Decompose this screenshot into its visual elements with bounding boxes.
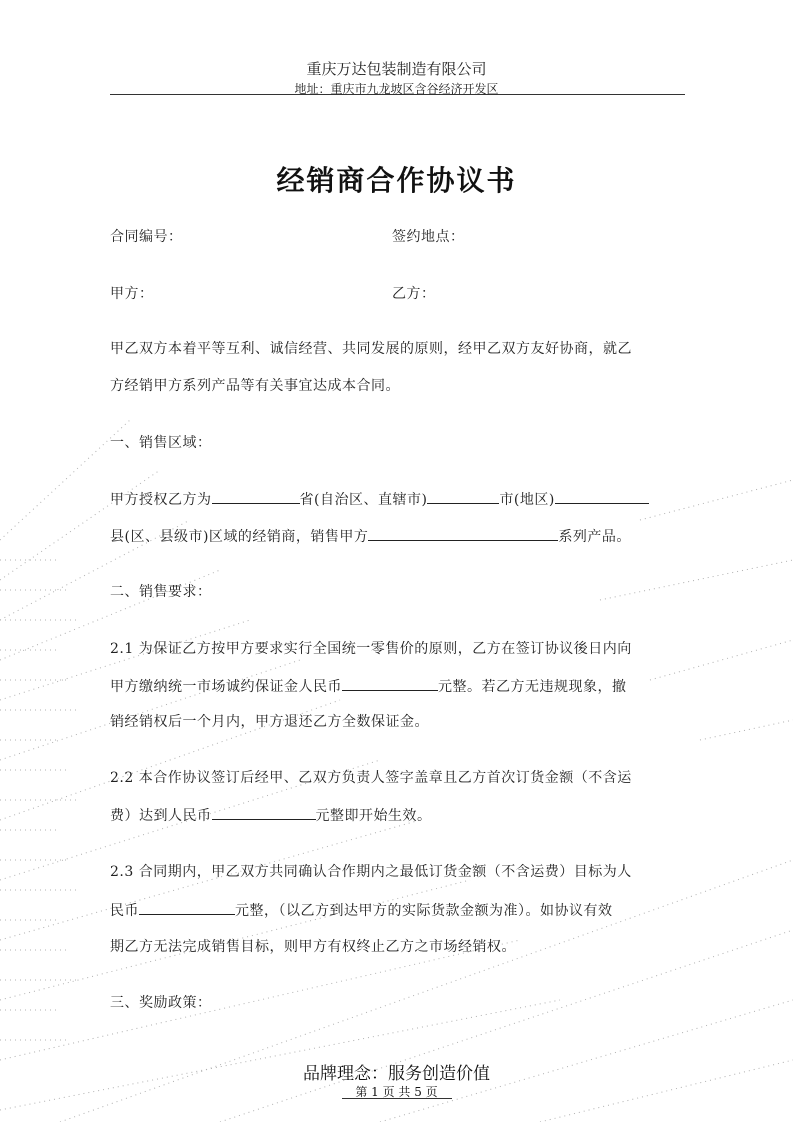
header-divider [110,94,685,95]
section-1-heading: 一、销售区域： [110,435,212,451]
first-order-amount-blank [212,804,316,820]
s1-text-a: 甲方授权乙方为 [110,492,212,508]
product-series-blank [368,525,558,541]
section-1-line-2 [110,525,631,546]
clause-2-1-line-3: 销经销权后一个月内，甲方退还乙方全数保证金。 [110,714,429,730]
company-name: 重庆万达包装制造有限公司 [306,60,487,78]
s1-text-b: 省(自治区、直辖市) [299,492,428,508]
clause-2-3-line-3: 期乙方无法完成销售目标，则甲方有权终止乙方之市场经销权。 [110,939,516,955]
party-b-label: 乙方： [392,286,436,302]
county-blank [555,488,649,504]
contract-number-label: 合同编号： [110,229,183,245]
clause-2-3-line-1: 2.3 合同期内，甲乙双方共同确认合作期内之最低订货金额（不含运费）目标为人 [110,864,632,880]
c22-text-b: 元整即开始生效。 [315,808,432,824]
company-address: 地址：重庆市九龙坡区含谷经济开发区 [294,82,499,96]
page-number: 第 1 页 共 5 页 [355,1085,438,1099]
c23-text-a: 民币 [110,903,139,919]
party-a-label: 甲方： [110,286,154,302]
intro-line-1: 甲乙双方本着平等互利、诚信经营、共同发展的原则，经甲乙双方友好协商，就乙 [110,341,632,357]
c23-text-b: 元整，（以乙方到达甲方的实际货款金额为准）。如协议有效 [235,903,613,919]
intro-line-2: 方经销甲方系列产品等有关事宜达成本合同。 [110,378,400,394]
s1-text-d: 县(区、县级市)区域的经销商，销售甲方 [110,529,369,545]
clause-2-1-line-1: 2.1 为保证乙方按甲方要求实行全国统一零售价的原则，乙方在签订协议後日内向 [110,641,632,657]
s1-text-e: 系列产品。 [558,529,631,545]
clause-2-2-line-1: 2.2 本合作协议签订后经甲、乙双方负责人签字盖章且乙方首次订货金额（不含运 [110,770,632,786]
document-title: 经销商合作协议书 [276,164,517,197]
clause-2-2-line-2 [110,804,432,825]
footer-slogan: 品牌理念：服务创造价值 [303,1064,490,1084]
section-1-line-1 [110,488,649,509]
clause-2-1-line-2 [110,675,627,696]
section-2-heading: 二、销售要求： [110,584,212,600]
sign-place-label: 签约地点： [392,229,465,245]
city-blank [427,488,499,504]
c21-text-a: 甲方缴纳统一市场诚约保证金人民币 [110,679,342,695]
section-3-heading: 三、奖励政策： [110,995,212,1011]
c21-text-b: 元整。若乙方无违规现象，撤 [438,679,627,695]
province-blank [212,488,300,504]
footer-divider [342,1098,452,1099]
min-order-amount-blank [139,899,235,915]
s1-text-c: 市(地区) [499,492,555,508]
c22-text-a: 费）达到人民币 [110,808,212,824]
deposit-amount-blank [342,675,438,691]
clause-2-3-line-2 [110,899,613,920]
